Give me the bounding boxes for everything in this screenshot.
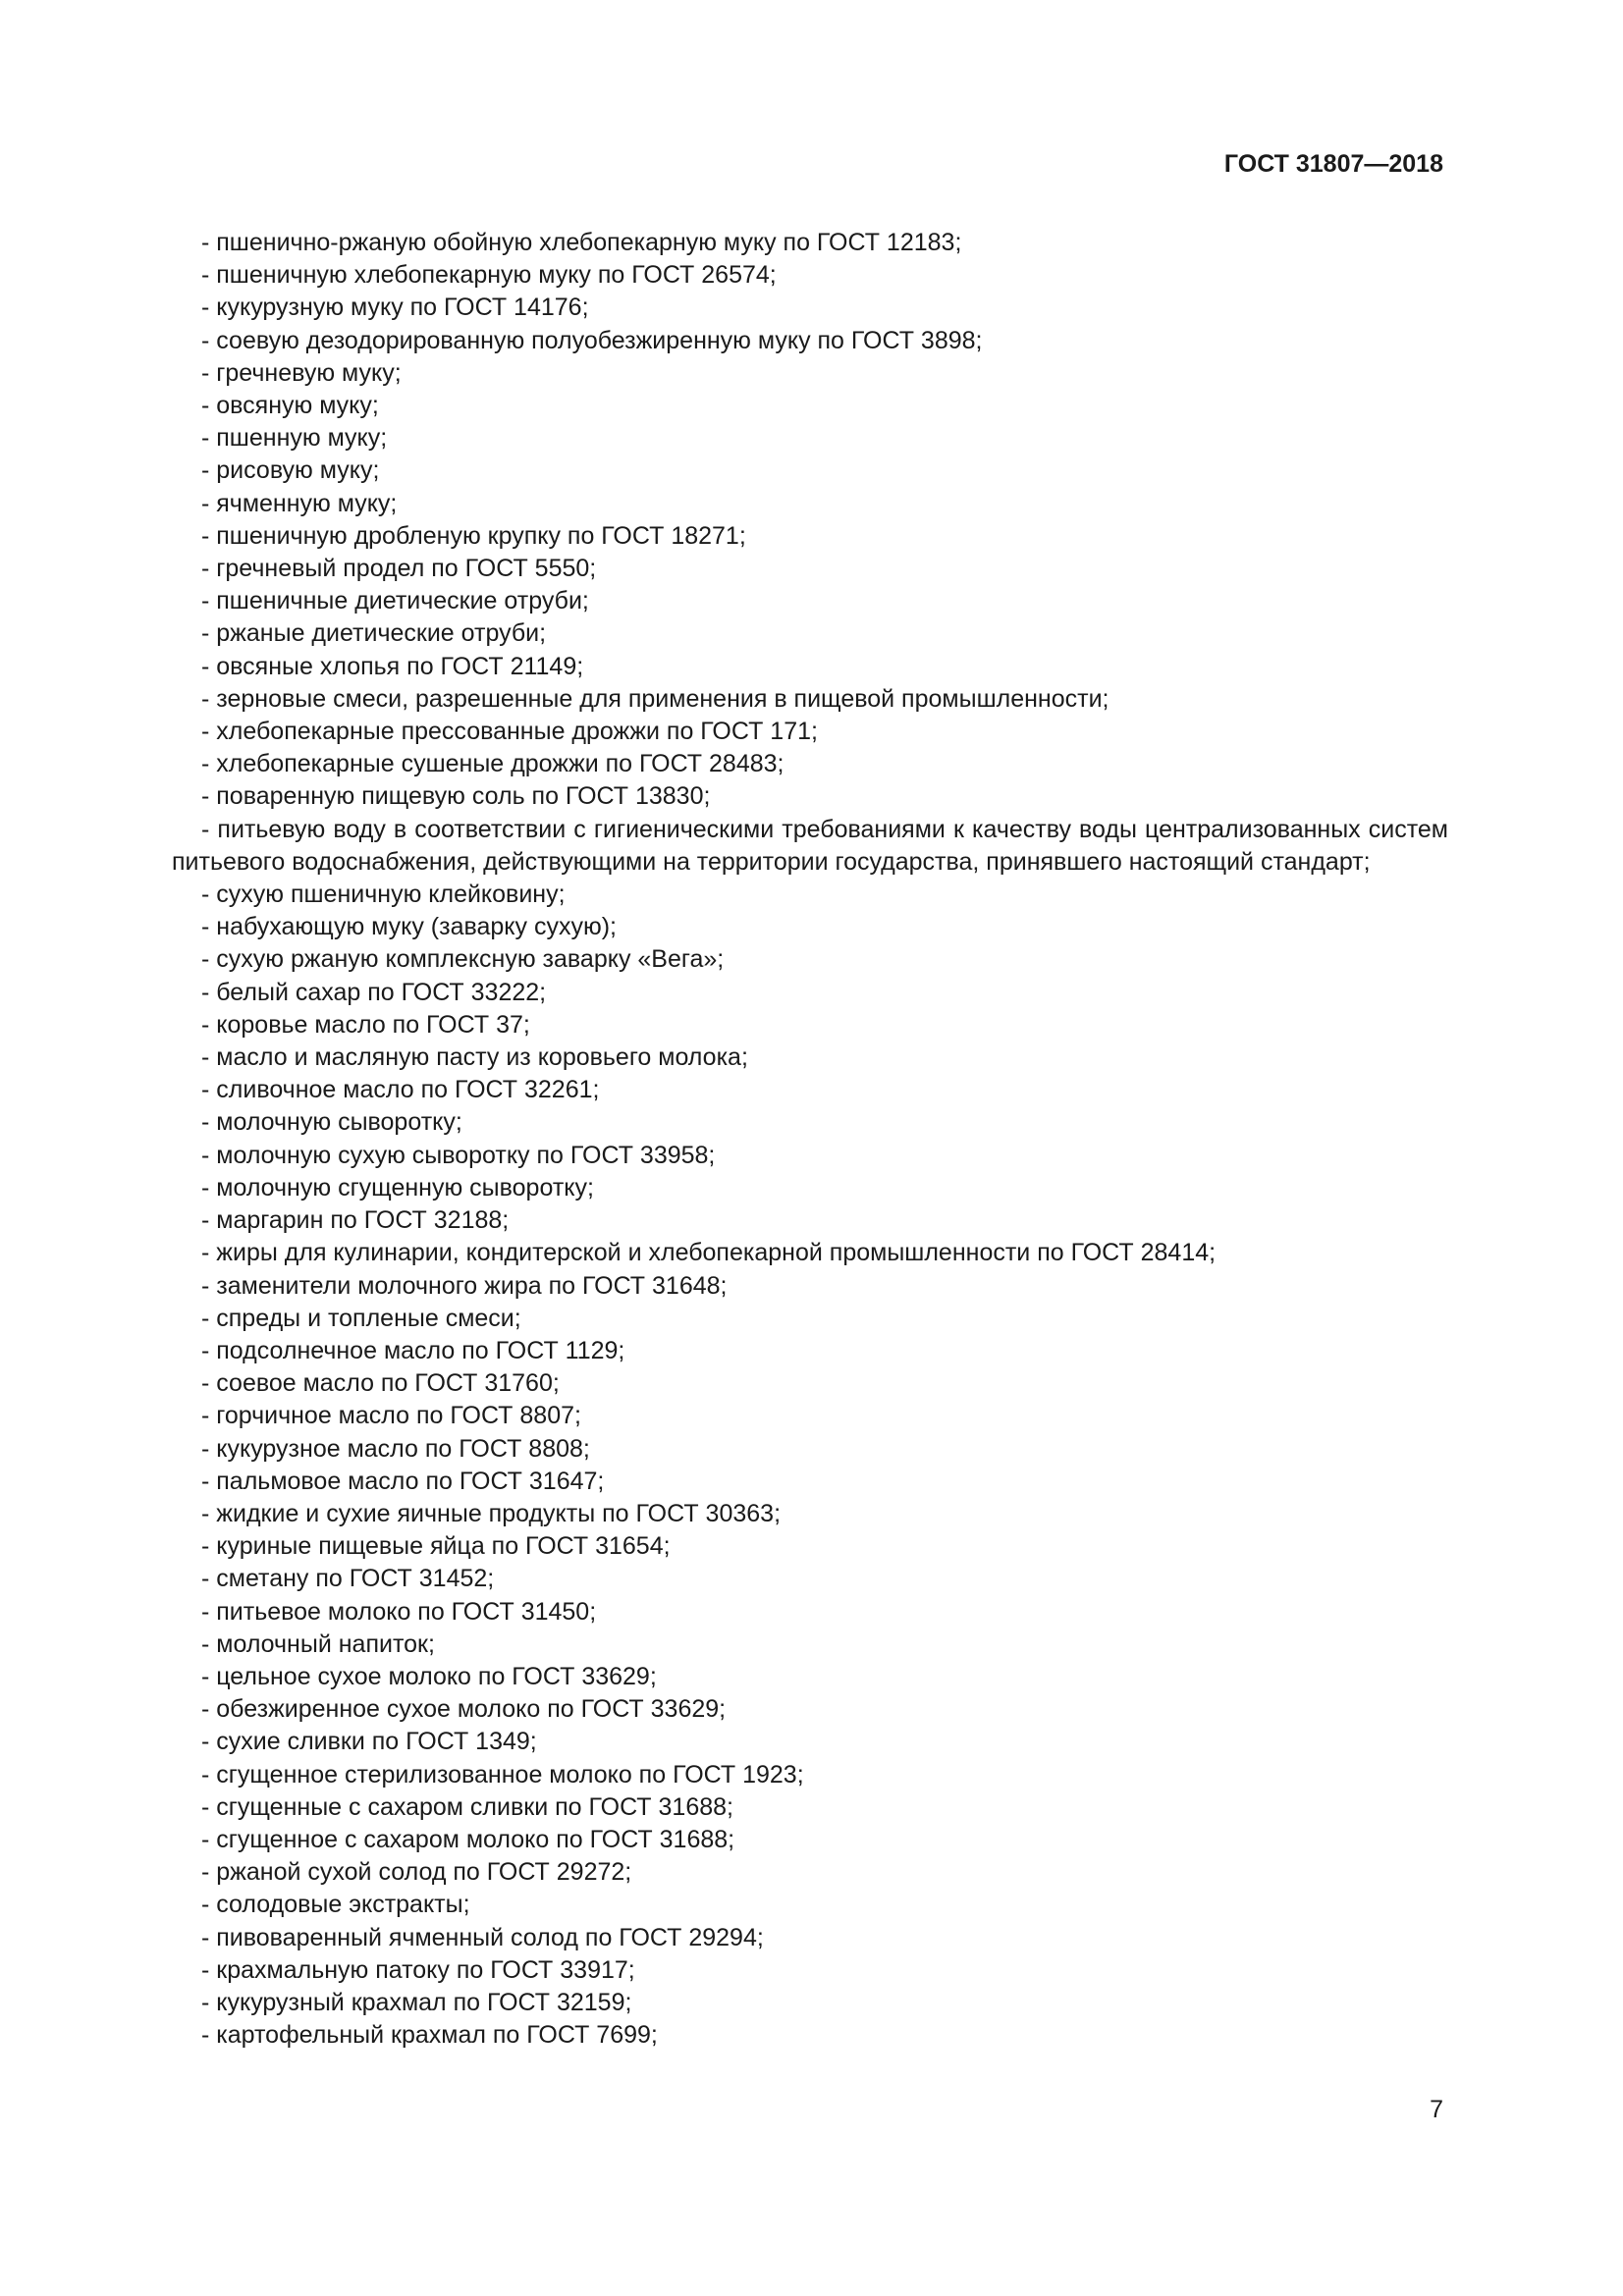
list-item: - хлебопекарные прессованные дрожжи по ГОСТ 171; — [201, 718, 818, 746]
list-item: - подсолнечное масло по ГОСТ 1129; — [201, 1336, 625, 1364]
list-item: - пальмовое масло по ГОСТ 31647; — [201, 1467, 605, 1495]
list-item: - соевое масло по ГОСТ 31760; — [201, 1369, 560, 1398]
list-item: - ржаной сухой солод по ГОСТ 29272; — [201, 1858, 632, 1887]
list-item: - молочную сухую сыворотку по ГОСТ 33958; — [201, 1141, 716, 1169]
list-item: - сухие сливки по ГОСТ 1349; — [201, 1728, 537, 1756]
list-item: - пшеничную хлебопекарную муку по ГОСТ 26574; — [201, 261, 777, 290]
list-item: - коровье масло по ГОСТ 37; — [201, 1010, 530, 1039]
list-item: - кукурузный крахмал по ГОСТ 32159; — [201, 1988, 632, 2016]
list-item: - жиры для кулинарии, кондитерской и хлебопекарной промышленности по ГОСТ 28414; — [201, 1239, 1217, 1267]
list-item: - молочный напиток; — [201, 1629, 435, 1658]
list-item: - заменители молочного жира по ГОСТ 31648; — [201, 1271, 728, 1300]
page-number: 7 — [1430, 2096, 1443, 2123]
ingredient-list — [172, 227, 1448, 2052]
list-item: - спреды и топленые смеси; — [201, 1304, 521, 1332]
list-item: - сухую пшеничную клейковину; — [201, 881, 566, 909]
list-item: - куриные пищевые яйца по ГОСТ 31654; — [201, 1532, 671, 1561]
list-item: - кукурузное масло по ГОСТ 8808; — [201, 1434, 590, 1463]
list-item: - соевую дезодорированную полуобезжиренную муку по ГОСТ 3898; — [201, 326, 983, 354]
list-item: - цельное сухое молоко по ГОСТ 33629; — [201, 1662, 657, 1690]
list-item: - пшенично-ржаную обойную хлебопекарную муку по ГОСТ 12183; — [201, 229, 962, 256]
list-item: - сгущенное стерилизованное молоко по ГОСТ 1923; — [201, 1760, 804, 1789]
list-item: - пшеничные диетические отруби; — [201, 587, 589, 615]
list-item: - белый сахар по ГОСТ 33222; — [201, 978, 547, 1006]
list-item: - масло и масляную пасту из коровьего молока; — [201, 1043, 748, 1072]
list-item: - рисовую муку; — [201, 456, 380, 485]
list-item: - пивоваренный ячменный солод по ГОСТ 29294; — [201, 1923, 764, 1951]
list-item: - пшенную муку; — [201, 424, 388, 453]
list-item: - обезжиренное сухое молоко по ГОСТ 33629; — [201, 1695, 727, 1724]
list-item: - крахмальную патоку по ГОСТ 33917; — [201, 1955, 635, 1984]
list-item: - сгущенное с сахаром молоко по ГОСТ 31688; — [201, 1825, 735, 1853]
list-item: - зерновые смеси, разрешенные для применения в пищевой промышленности; — [201, 684, 1109, 713]
list-item: - маргарин по ГОСТ 32188; — [201, 1206, 510, 1235]
list-item: - жидкие и сухие яичные продукты по ГОСТ 30363; — [201, 1499, 782, 1527]
list-item: - набухающую муку (заварку сухую); — [201, 913, 617, 941]
list-item: - овсяную муку; — [201, 392, 379, 420]
list-item: - поваренную пищевую соль по ГОСТ 13830; — [201, 782, 711, 811]
list-item: - гречневый продел по ГОСТ 5550; — [201, 555, 597, 583]
list-item: - молочную сыворотку; — [201, 1108, 462, 1137]
list-item: - солодовые экстракты; — [201, 1891, 470, 1919]
list-item: - гречневую муку; — [201, 358, 402, 387]
list-item: - овсяные хлопья по ГОСТ 21149; — [201, 652, 584, 680]
list-item: - сухую ржаную комплексную заварку «Вега»; — [201, 945, 725, 974]
list-item: - хлебопекарные сушеные дрожжи по ГОСТ 28483; — [201, 750, 784, 778]
list-item: - сгущенные с сахаром сливки по ГОСТ 31688; — [201, 1792, 733, 1821]
list-item: - картофельный крахмал по ГОСТ 7699; — [201, 2021, 658, 2050]
list-item: - ржаные диетические отруби; — [201, 619, 547, 648]
list-item: - сливочное масло по ГОСТ 32261; — [201, 1076, 600, 1104]
list-item: - сметану по ГОСТ 31452; — [201, 1565, 495, 1593]
list-item: - кукурузную муку по ГОСТ 14176; — [201, 294, 589, 322]
list-item: - питьевую воду в соответствии с гигиеническими требованиями к качеству воды централизованных систем питьевого водоснабжения, действующими на территории государства, принявшего настоящий стандарт; — [172, 815, 1448, 876]
list-item: - ячменную муку; — [201, 489, 398, 517]
list-item: - питьевое молоко по ГОСТ 31450; — [201, 1597, 597, 1626]
list-item: - молочную сгущенную сыворотку; — [201, 1173, 594, 1201]
list-item: - горчичное масло по ГОСТ 8807; — [201, 1402, 581, 1430]
list-item: - пшеничную дробленую крупку по ГОСТ 18271; — [201, 521, 746, 550]
document-designation: ГОСТ 31807—2018 — [1223, 150, 1443, 178]
